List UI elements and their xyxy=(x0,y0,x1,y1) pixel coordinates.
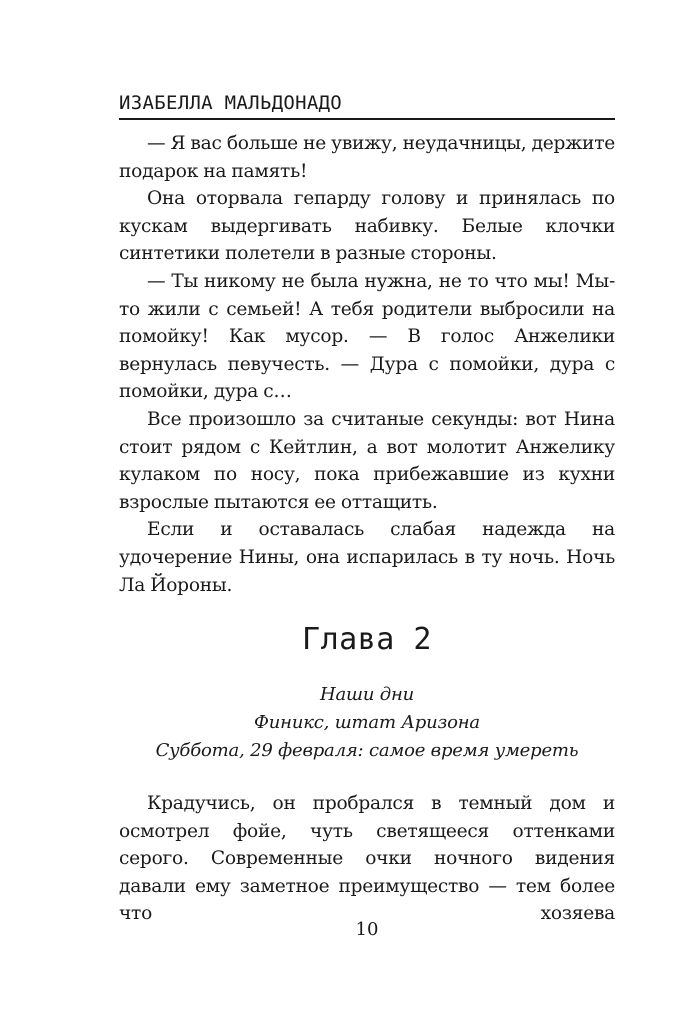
paragraph: — Ты никому не была нужна, не то что мы! Мы-то жили с семьей! А тебя родители выбросили на помойку! Как мусор. — В голос Анжелики вернулась певучесть. — Дура с помойки, дура с помойки, дура с… xyxy=(119,270,615,403)
chapter-title: Глава 2 xyxy=(302,622,432,657)
paragraph: Крадучись, он пробрался в темный дом и осмотрел фойе, чуть светящееся оттенками серого. Современные очки ночного видения давали ему заметное преимущество — тем более что хозяева xyxy=(119,793,615,925)
chapter-epigraph xyxy=(119,681,615,765)
text-block-top xyxy=(119,130,615,599)
page-number: 10 xyxy=(355,919,379,940)
epigraph-line-date: Суббота, 29 февраля: самое время умереть xyxy=(155,740,579,761)
paragraph: Все произошло за считаные секунды: вот Нина стоит рядом с Кейтлин, а вот молотит Анжелику кулаком по носу, пока прибежавшие из кухни взрослые пытаются ее оттащить. xyxy=(119,408,615,513)
epigraph-line-time: Наши дни xyxy=(319,684,415,705)
paragraph: Если и оставалась слабая надежда на удочерение Нины, она испарилась в ту ночь. Ночь Ла Йороны. xyxy=(119,519,615,596)
epigraph-line-place: Финикс, штат Аризона xyxy=(254,712,480,733)
paragraph: Она оторвала гепарду голову и принялась по кускам выдергивать набивку. Белые клочки синтетики полетели в разные стороны. xyxy=(119,188,615,265)
header-rule xyxy=(119,118,615,120)
text-block-bottom xyxy=(119,790,615,928)
paragraph: — Я вас больше не увижу, неудачницы, держите подарок на память! xyxy=(119,133,615,182)
running-header: ИЗАБЕЛЛА МАЛЬДОНАДО xyxy=(119,92,343,114)
